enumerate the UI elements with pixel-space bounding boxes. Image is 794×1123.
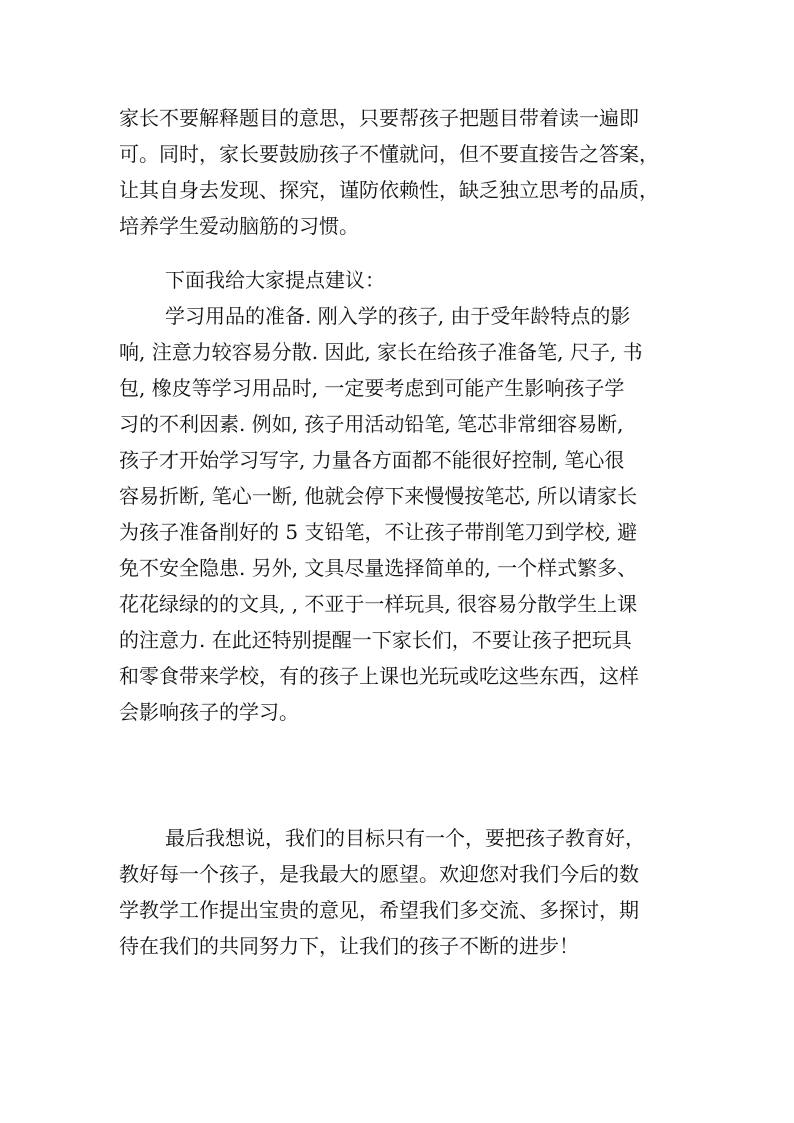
paragraph-line: 家长不要解释题目的意思，只要帮孩子把题目带着读一遍即 — [119, 106, 639, 130]
paragraph-line: 包, 橡皮等学习用品时, 一定要考虑到可能产生影响孩子学 — [119, 376, 625, 400]
paragraph-line: 可。同时，家长要鼓励孩子不懂就问，但不要直接告之答案， — [119, 142, 659, 166]
paragraph-line: 学习用品的准备. 刚入学的孩子, 由于受年龄特点的影 — [165, 304, 631, 328]
paragraph-line: 学教学工作提出宝贵的意见，希望我们多交流、多探讨，期 — [119, 898, 639, 922]
paragraph-line: 下面我给大家提点建议： — [165, 268, 385, 292]
paragraph-parent-guidance — [119, 100, 689, 244]
paragraph-line: 会影响孩子的学习。 — [119, 700, 299, 724]
paragraph-line: 最后我想说，我们的目标只有一个，要把孩子教育好， — [165, 826, 645, 850]
paragraph-line: 待在我们的共同努力下，让我们的孩子不断的进步！ — [119, 934, 579, 958]
paragraph-line: 教好每一个孩子，是我最大的愿望。欢迎您对我们今后的数 — [119, 862, 639, 886]
paragraph-line: 的注意力. 在此还特别提醒一下家长们，不要让孩子把玩具 — [119, 628, 632, 652]
paragraph-line: 孩子才开始学习写字, 力量各方面都不能很好控制, 笔心很 — [119, 448, 625, 472]
paragraph-suggestions-intro — [119, 262, 689, 298]
paragraph-line: 花花绿绿的的文具, , 不亚于一样玩具, 很容易分散学生上课 — [119, 592, 638, 616]
paragraph-school-supplies — [119, 298, 689, 730]
paragraph-line: 为孩子准备削好的 5 支铅笔，不让孩子带削笔刀到学校, 避 — [119, 520, 638, 544]
paragraph-closing — [119, 820, 689, 964]
paragraph-line: 容易折断, 笔心一断, 他就会停下来慢慢按笔芯, 所以请家长 — [119, 484, 638, 508]
paragraph-line: 让其自身去发现、探究，谨防依赖性，缺乏独立思考的品质， — [119, 178, 659, 202]
paragraph-line: 和零食带来学校，有的孩子上课也光玩或吃这些东西，这样 — [119, 664, 639, 688]
paragraph-line: 培养学生爱动脑筋的习惯。 — [119, 214, 359, 238]
paragraph-line: 习的不利因素. 例如, 孩子用活动铅笔, 笔芯非常细容易断, — [119, 412, 624, 436]
paragraph-line: 免不安全隐患. 另外, 文具尽量选择简单的, 一个样式繁多、 — [119, 556, 638, 580]
paragraph-line: 响, 注意力较容易分散. 因此, 家长在给孩子准备笔, 尺子, 书 — [119, 340, 643, 364]
